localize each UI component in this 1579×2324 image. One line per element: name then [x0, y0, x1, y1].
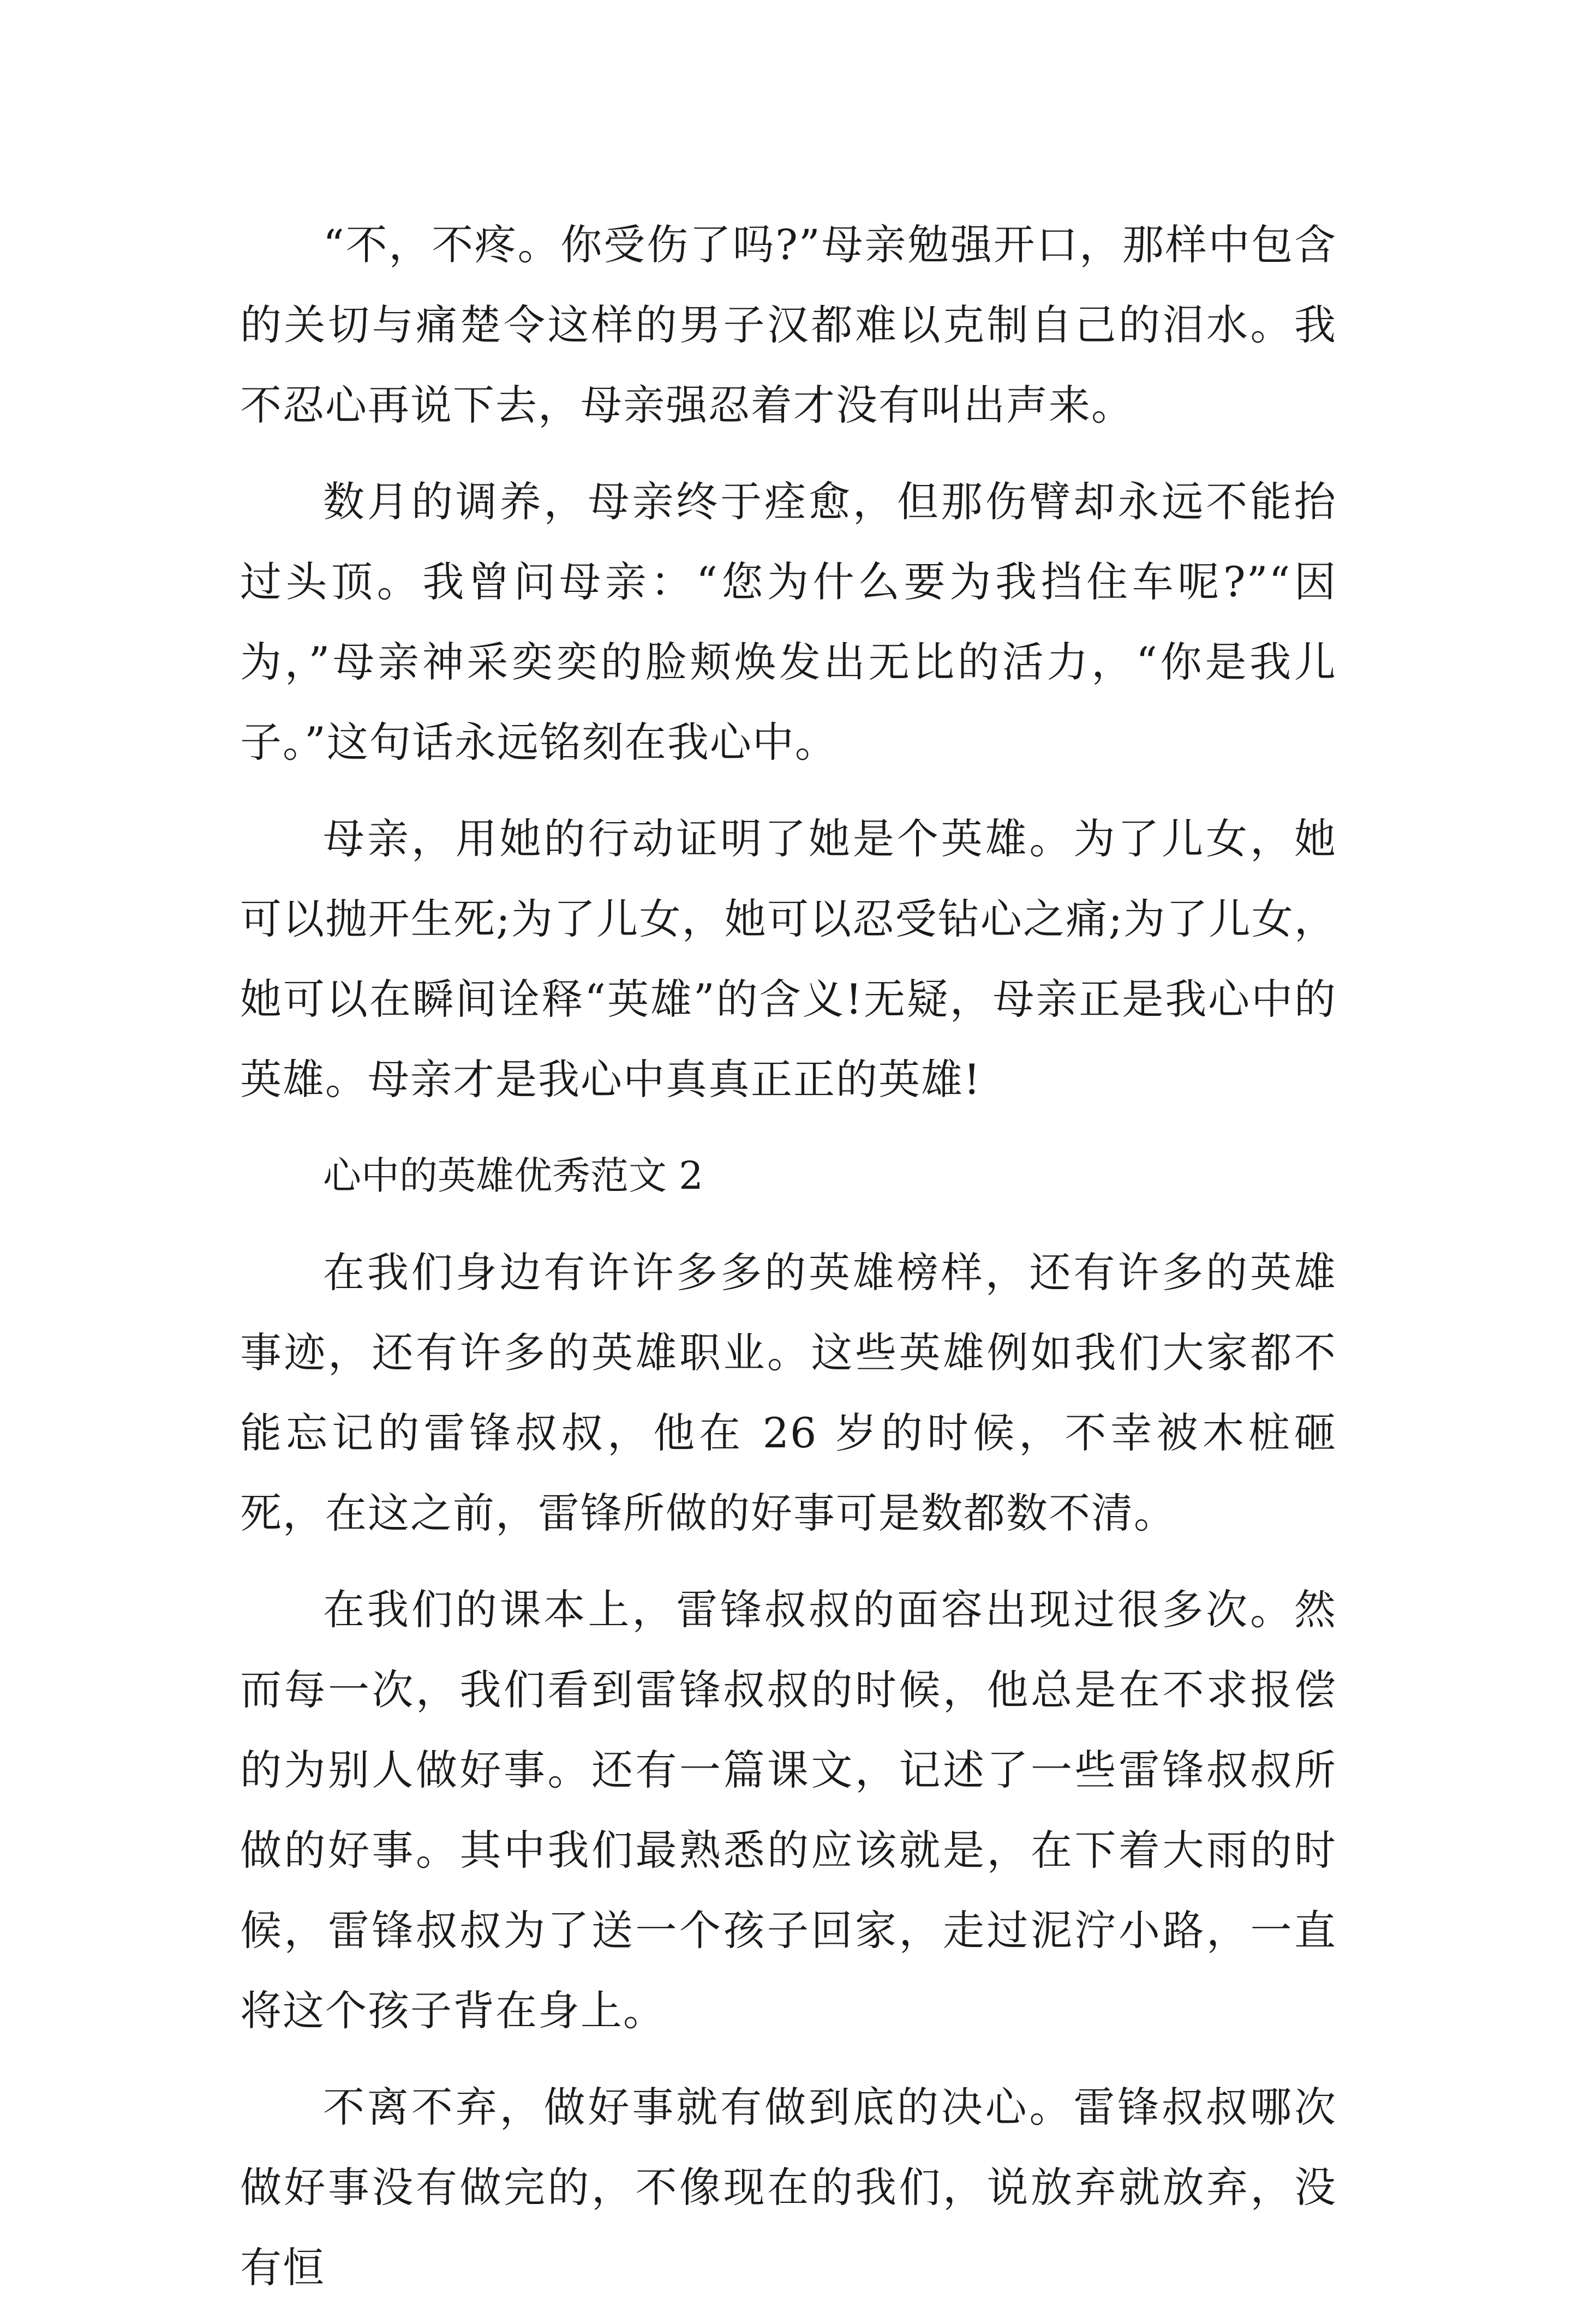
paragraph-textbook: 在我们的课本上，雷锋叔叔的面容出现过很多次。然而每一次，我们看到雷锋叔叔的时候，他总是在不求报偿的为别人做好事。还有一篇课文，记述了一些雷锋叔叔所做的好事。其中我们最熟悉的应该就是，在下着大雨的时候，雷锋叔叔为了送一个孩子回家，走过泥泞小路，一直将这个孩子背在身上。 [240, 1585, 1337, 2035]
paragraph-mother-hero: 母亲，用她的行动证明了她是个英雄。为了儿女，她可以抛开生死;为了儿女，她可以忍受钻心之痛;为了儿女，她可以在瞬间诠释“英雄”的含义!无疑，母亲正是我心中的英雄。母亲才是我心中真真正正的英雄! [240, 814, 1337, 1104]
document-body [240, 205, 1337, 2324]
paragraph-mother-reply: “不，不疼。你受伤了吗?”母亲勉强开口，那样中包含的关切与痛楚令这样的男子汉都难以克制自己的泪水。我不忍心再说下去，母亲强忍着才没有叫出声来。 [240, 220, 1337, 429]
paragraph-lei-feng-intro: 在我们身边有许许多多的英雄榜样，还有许多的英雄事迹，还有许多的英雄职业。这些英雄例如我们大家都不能忘记的雷锋叔叔，他在 26 岁的时候，不幸被木桩砸死，在这之前，雷锋所做的好事可是数都数不清。 [240, 1248, 1337, 1537]
paragraph-recovery: 数月的调养，母亲终于痊愈，但那伤臂却永远不能抬过头顶。我曾问母亲：“您为什么要为我挡住车呢?”“因为，”母亲神采奕奕的脸颊焕发出无比的活力，“你是我儿子。”这句话永远铭刻在我心中。 [240, 477, 1337, 766]
paragraph-perseverance: 不离不弃，做好事就有做到底的决心。雷锋叔叔哪次做好事没有做完的，不像现在的我们，说放弃就放弃，没有恒 [240, 2083, 1337, 2292]
section-heading: 心中的英雄优秀范文 2 [323, 1153, 703, 1198]
